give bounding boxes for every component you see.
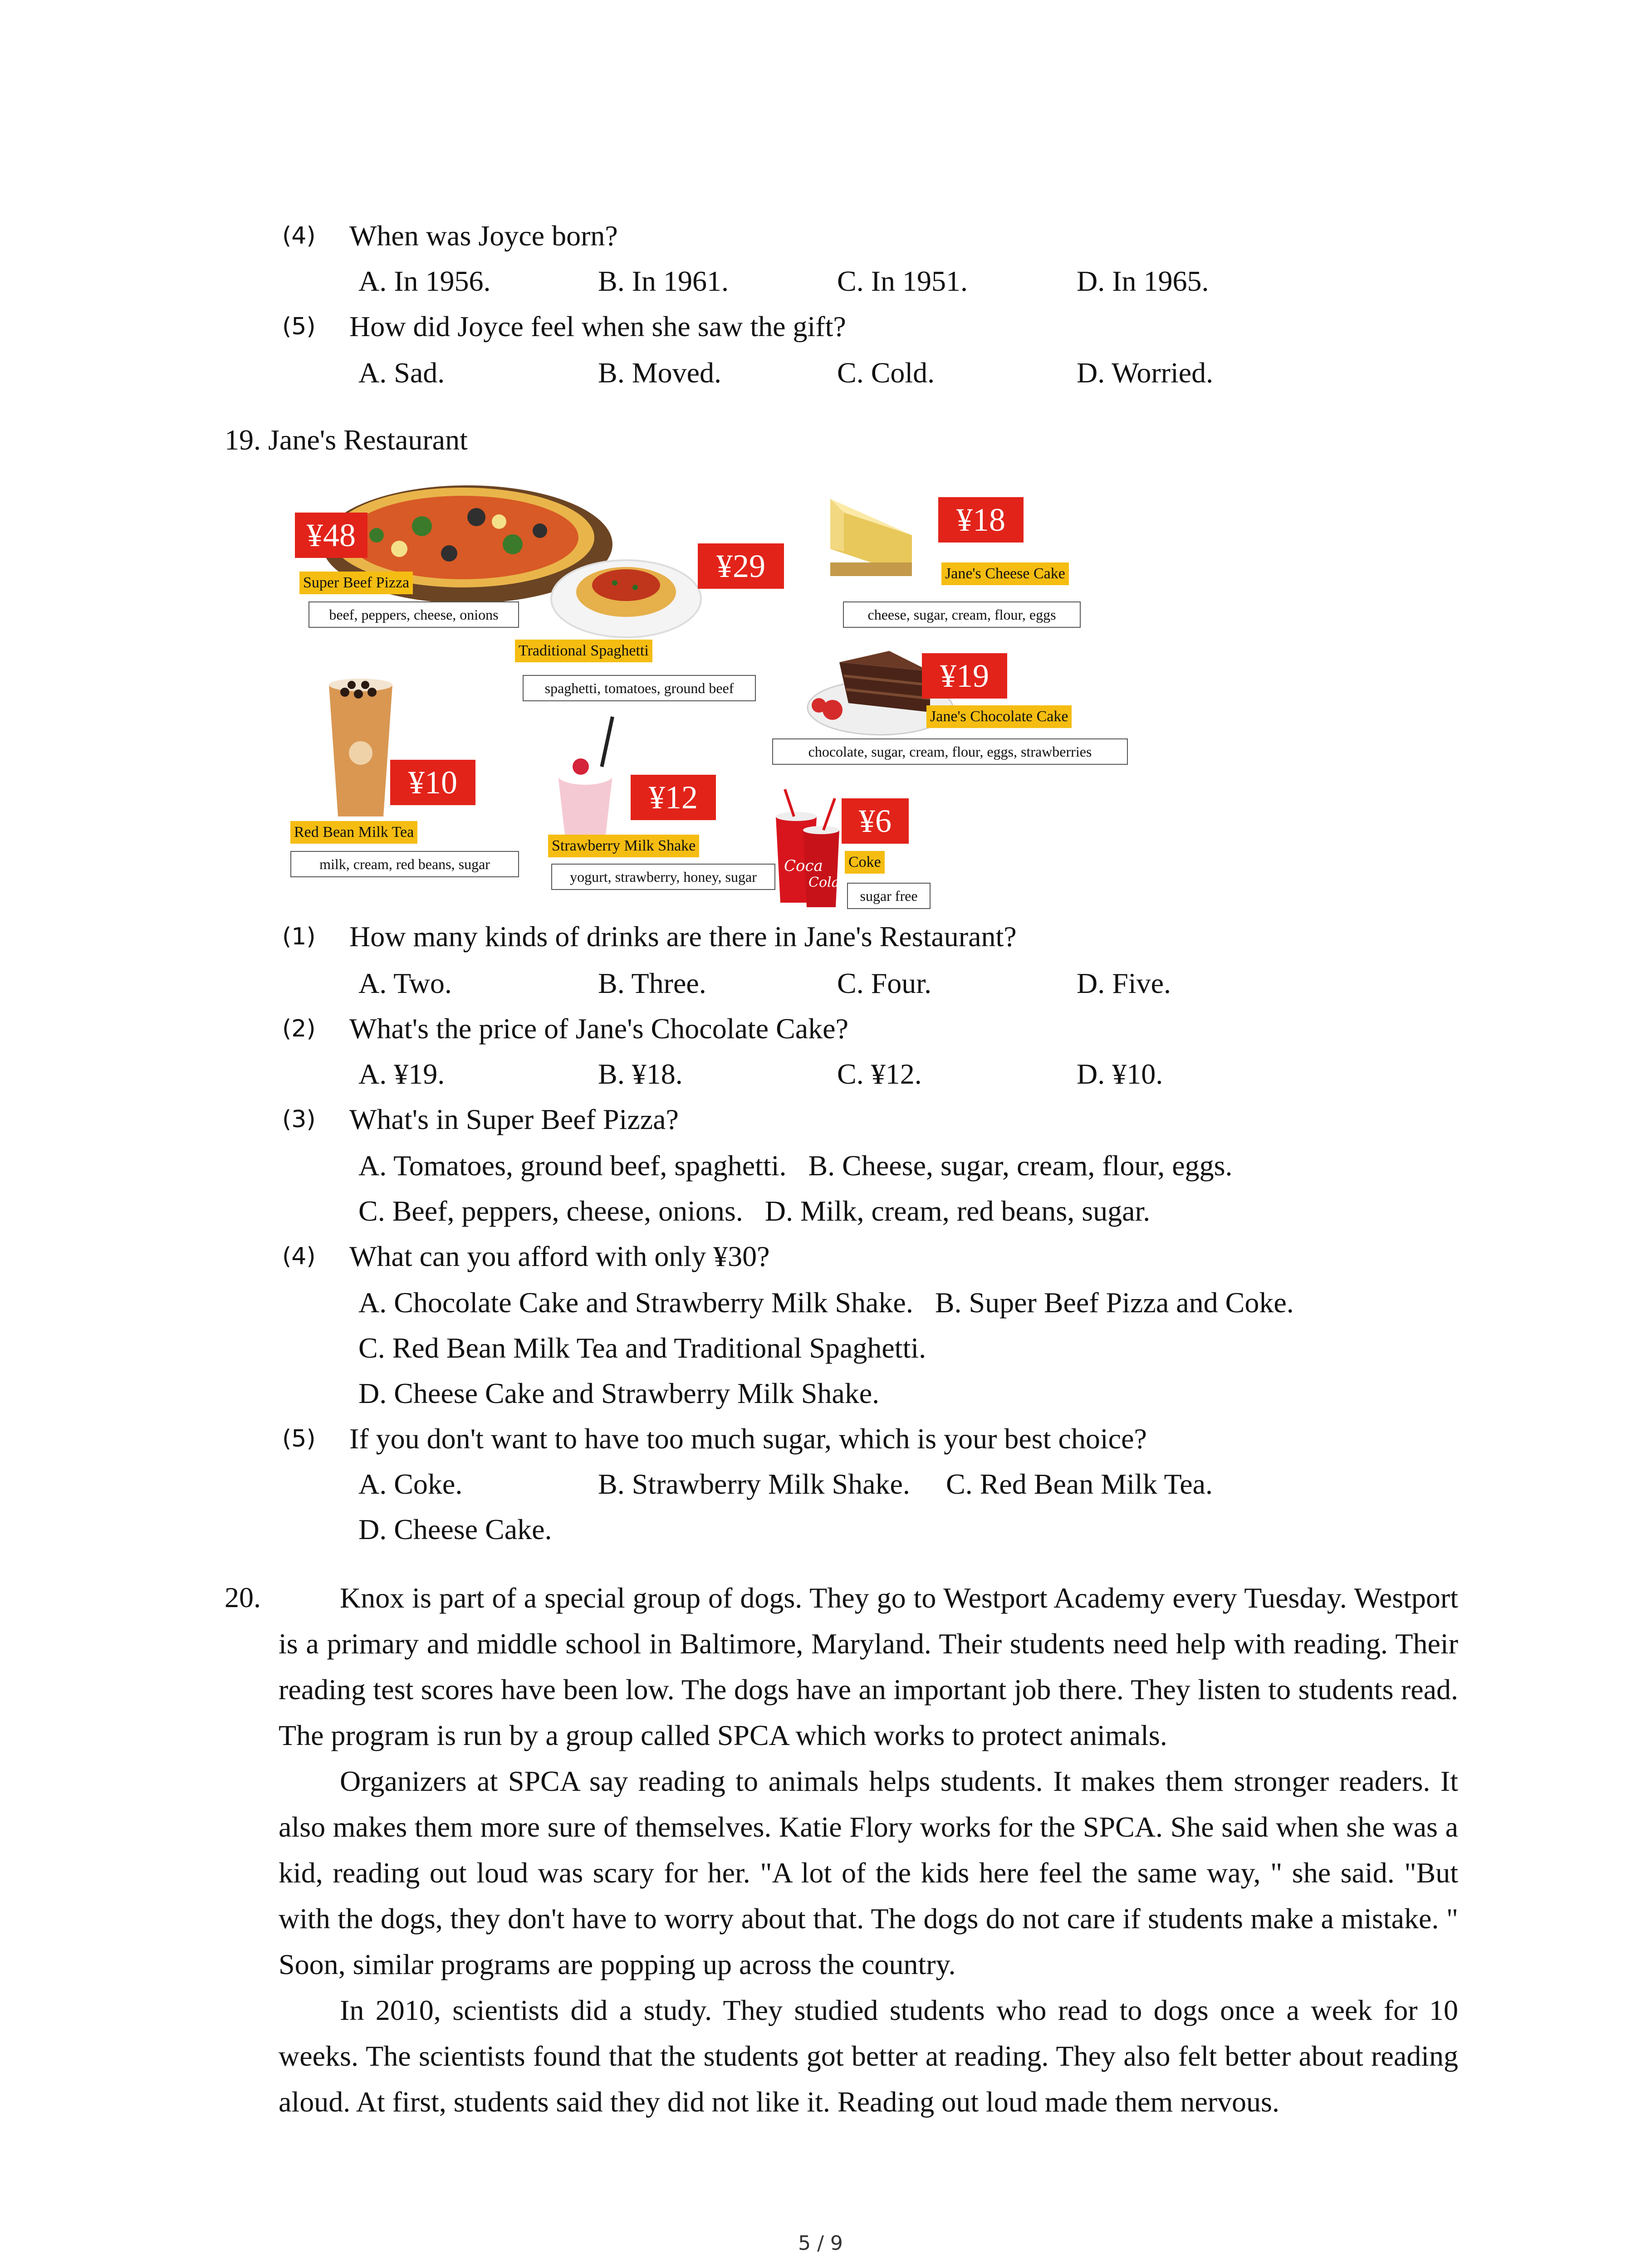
passage-paragraph: Knox is part of a special group of dogs. They go to Westport Academy every Tuesday. Westport is a primary and middle school in Baltimore, Maryland. Their students need help with reading. Their reading test scores have been low. The dogs have an important job there. They listen to students read. The program is run by a group called SPCA which works to protect animals. [279,1582,1458,1751]
passage-paragraph: Organizers at SPCA say reading to animals helps students. It makes them stronger readers. It also makes them more sure of themselves. Katie Flory works for the SPCA. She said when she was a kid, reading out loud was scary for her. "A lot of the kids here feel the same way, " she said. "But with the dogs, they don't have to worry about that. The dogs do not care if students make a mistake. " Soon, similar programs are popping up across the country. [279,1765,1458,1980]
option-b: B. Three. [598,967,706,999]
option-b: B. In 1961. [598,265,729,297]
chocolate-cake-ingredients: chocolate, sugar, cream, flour, eggs, strawberries [772,738,1128,765]
option-d: D. Cheese Cake. [358,1513,552,1545]
coke-ingredients: sugar free [847,883,931,909]
question-stem: What's the price of Jane's Chocolate Cake? [349,1012,848,1045]
option-c: C. Red Bean Milk Tea. [946,1468,1213,1500]
milk-tea-price: ¥10 [390,760,475,805]
pizza-ingredients: beef, peppers, cheese, onions [309,601,519,628]
cheese-cake-ingredients: cheese, sugar, cream, flour, eggs [843,601,1081,628]
chocolate-cake-name: Jane's Chocolate Cake [926,705,1072,728]
spaghetti-name: Traditional Spaghetti [515,640,652,662]
coke-image [776,789,840,907]
question-stem: What's in Super Beef Pizza? [349,1103,679,1135]
option-a: A. In 1956. [358,265,491,297]
option-line: C. Red Bean Milk Tea and Traditional Spaghetti. [358,1332,926,1364]
question-stem: When was Joyce born? [349,220,618,252]
option-a: A. Coke. [358,1468,463,1500]
option-d: D. ¥10. [1077,1058,1163,1090]
milk-tea-ingredients: milk, cream, red beans, sugar [290,851,519,877]
milk-tea-name: Red Bean Milk Tea [290,821,417,844]
option-c: C. In 1951. [837,265,968,297]
milk-shake-name: Strawberry Milk Shake [548,835,699,857]
milk-tea-image [329,679,392,816]
milk-shake-ingredients: yogurt, strawberry, honey, sugar [551,864,775,890]
milk-shake-image [557,717,613,841]
coke-name: Coke [845,851,885,874]
cheese-cake-image [830,499,912,576]
spaghetti-price: ¥29 [698,543,784,589]
question-stem: What can you afford with only ¥30? [349,1240,770,1272]
svg-text:Coca: Coca [784,857,823,875]
passage-paragraph: In 2010, scientists did a study. They studied students who read to dogs once a week for 10 weeks. The scientists found that the students got better at reading. They also felt better about reading aloud. At first, students said they did not like it. Reading out loud made them nervous. [279,1994,1458,2118]
option-c: C. Four. [837,967,932,999]
question-number: (3) [282,1106,316,1133]
option-a: A. ¥19. [358,1058,445,1090]
question-stem: How did Joyce feel when she saw the gift? [349,310,846,342]
pizza-price: ¥48 [295,513,367,558]
milk-shake-price: ¥12 [631,775,716,820]
option-a: A. Sad. [358,357,445,389]
passage [279,1575,1458,2125]
question-number: (5) [282,313,316,340]
option-a: A. Two. [358,967,452,999]
option-b: B. ¥18. [598,1058,683,1090]
option-line: A. Tomatoes, ground beef, spaghetti. B. Cheese, sugar, cream, flour, eggs. [358,1149,1233,1182]
page-number: 5 / 9 [798,2232,843,2255]
menu-image [286,472,1139,916]
option-c: C. Cold. [837,357,935,389]
option-b: B. Moved. [598,357,721,389]
question-stem: How many kinds of drinks are there in Jane's Restaurant? [349,920,1017,953]
question-number: (5) [282,1425,316,1452]
option-line: C. Beef, peppers, cheese, onions. D. Milk, cream, red beans, sugar. [358,1195,1151,1227]
option-line: A. Chocolate Cake and Strawberry Milk Shake. B. Super Beef Pizza and Coke. [358,1286,1294,1319]
question-number: (4) [282,1243,316,1270]
option-c: C. ¥12. [837,1058,922,1090]
question-19-title: 19. Jane's Restaurant [225,424,468,456]
chocolate-cake-price: ¥19 [922,653,1007,699]
pizza-name: Super Beef Pizza [299,572,413,594]
question-number: (4) [282,222,316,249]
option-line: D. Cheese Cake and Strawberry Milk Shake. [358,1377,880,1409]
coke-price: ¥6 [842,798,909,844]
question-20-number: 20. [225,1581,261,1613]
option-d: D. Worried. [1077,357,1214,389]
question-number: (1) [282,923,316,950]
option-d: D. Five. [1077,967,1171,999]
spaghetti-image [551,560,701,637]
svg-text:Cola: Cola [808,875,840,890]
question-number: (2) [282,1015,316,1042]
cheese-cake-price: ¥18 [938,497,1024,543]
spaghetti-ingredients: spaghetti, tomatoes, ground beef [523,675,756,701]
question-stem: If you don't want to have too much sugar, which is your best choice? [349,1422,1147,1455]
option-d: D. In 1965. [1077,265,1209,297]
cheese-cake-name: Jane's Cheese Cake [941,562,1069,585]
option-b: B. Strawberry Milk Shake. [598,1468,910,1500]
